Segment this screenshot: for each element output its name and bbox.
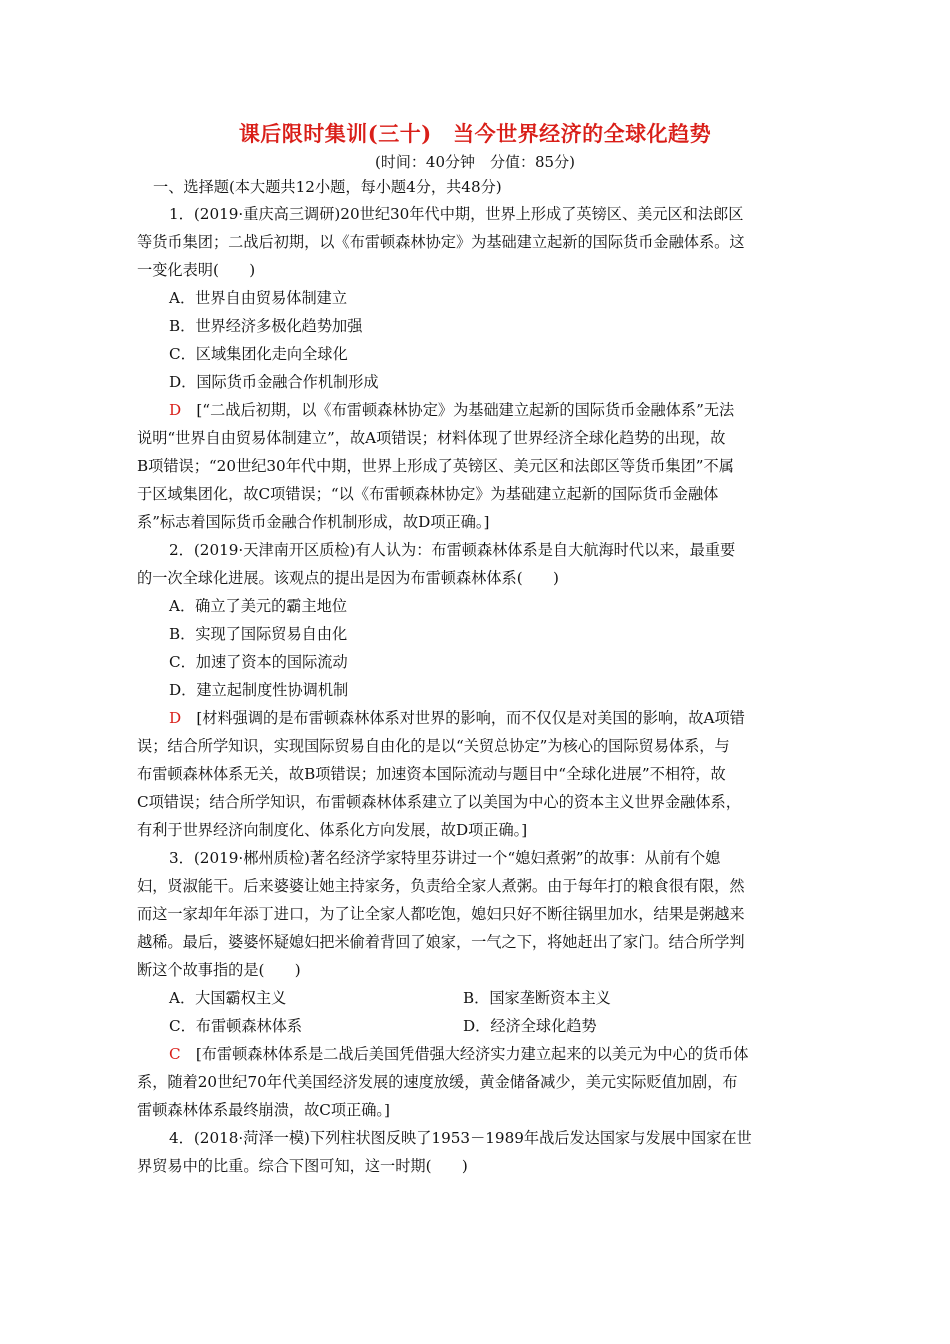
explanation-line: 布雷顿森林体系无关，故B项错误；加速资本国际流动与题目中“全球化进展”不相符，故 [137,765,726,783]
page-title: 课后限时集训(三十) 当今世界经济的全球化趋势 [238,121,712,146]
question-3-options-row [137,984,813,1012]
question-1-answer: D [169,401,182,419]
question-1-option-a: A．世界自由贸易体制建立 [169,289,348,307]
question-3-line: 3．(2019·郴州质检)著名经济学家特里芬讲过一个“媳妇煮粥”的故事：从前有个媳 [169,849,721,867]
question-1-line: 一变化表明( ) [137,261,256,279]
question-2-option-c: C．加速了资本的国际流动 [169,653,348,671]
question-4-line: 4．(2018·菏泽一模)下列柱状图反映了1953－1989年战后发达国家与发展中国家在世 [169,1129,752,1147]
question-3-line: 而这一家却年年添丁进口，为了让全家人都吃饱，媳妇只好不断往锅里加水，结果是粥越来 [137,905,745,923]
explanation-line: 系”标志着国际货币金融合作机制形成，故D项正确。] [137,513,490,531]
question-3-line: 妇，贤淑能干。后来婆婆让她主持家务，负责给全家人煮粥。由于每年打的粮食很有限，然 [137,877,745,895]
question-1 [137,200,813,536]
question-3-option-a: A．大国霸权主义 [169,989,287,1007]
question-3-line: 断这个故事指的是( ) [137,961,301,979]
question-2 [137,536,813,844]
question-1-option-b: B．世界经济多极化趋势加强 [169,317,363,335]
explanation-line: 误；结合所学知识，实现国际贸易自由化的是以“关贸总协定”为核心的国际贸易体系，与 [137,737,730,755]
question-1-option-c: C．区域集团化走向全球化 [169,345,348,363]
question-3-option-d: D．经济全球化趋势 [463,1017,597,1035]
explanation-line: [材料强调的是布雷顿森林体系对世界的影响，而不仅仅是对美国的影响，故A项错 [181,709,745,727]
explanation-line: 于区域集团化，故C项错误；“以《布雷顿森林协定》为基础建立起新的国际货币金融体 [137,485,719,503]
explanation-line: 说明“世界自由贸易体制建立”，故A项错误；材料体现了世界经济全球化趋势的出现，故 [137,429,726,447]
question-2-line: 的一次全球化进展。该观点的提出是因为布雷顿森林体系( ) [137,569,559,587]
question-2-line: 2．(2019·天津南开区质检)有人认为：布雷顿森林体系是自大航海时代以来，最重要 [169,541,736,559]
question-2-option-d: D．建立起制度性协调机制 [169,681,349,699]
document-page [137,118,813,1180]
explanation-line: 系，随着20世纪70年代美国经济发展的速度放缓，黄金储备减少，美元实际贬值加剧，布 [137,1073,738,1091]
question-1-explanation [137,396,813,424]
question-1-option-d: D．国际货币金融合作机制形成 [169,373,379,391]
explanation-line: C项错误；结合所学知识，布雷顿森林体系建立了以美国为中心的资本主义世界金融体系， [137,793,741,811]
question-3 [137,844,813,1124]
question-1-line: 等货币集团；二战后初期，以《布雷顿森林协定》为基础建立起新的国际货币金融体系。这 [137,233,745,251]
explanation-line: [“二战后初期，以《布雷顿森林协定》为基础建立起新的国际货币金融体系”无法 [181,401,735,419]
question-3-explanation [137,1040,813,1068]
explanation-line: B项错误；“20世纪30年代中期，世界上形成了英镑区、美元区和法郎区等货币集团”不属 [137,457,734,475]
explanation-line: 雷顿森林体系最终崩溃，故C项正确。] [137,1101,390,1119]
page-subtitle: (时间：40分钟 分值：85分) [375,153,575,171]
question-3-option-c: C．布雷顿森林体系 [169,1017,303,1035]
question-2-answer: D [169,709,182,727]
question-3-options-row [137,1012,813,1040]
question-3-line: 越稀。最后，婆婆怀疑媳妇把米偷着背回了娘家，一气之下，将她赶出了家门。结合所学判 [137,933,745,951]
explanation-line: 有利于世界经济向制度化、体系化方向发展，故D项正确。] [137,821,528,839]
section-heading: 一、选择题(本大题共12小题，每小题4分，共48分) [153,178,502,196]
question-1-line: 1．(2019·重庆高三调研)20世纪30年代中期，世界上形成了英镑区、美元区和法郎区 [169,205,744,223]
question-4-line: 界贸易中的比重。综合下图可知，这一时期( ) [137,1157,468,1175]
explanation-line: [布雷顿森林体系是二战后美国凭借强大经济实力建立起来的以美元为中心的货币体 [180,1045,749,1063]
question-3-option-b: B．国家垄断资本主义 [463,989,611,1007]
question-2-option-b: B．实现了国际贸易自由化 [169,625,348,643]
question-2-explanation [137,704,813,732]
question-4 [137,1124,813,1180]
question-2-option-a: A．确立了美元的霸主地位 [169,597,348,615]
question-3-answer: C [169,1045,181,1063]
